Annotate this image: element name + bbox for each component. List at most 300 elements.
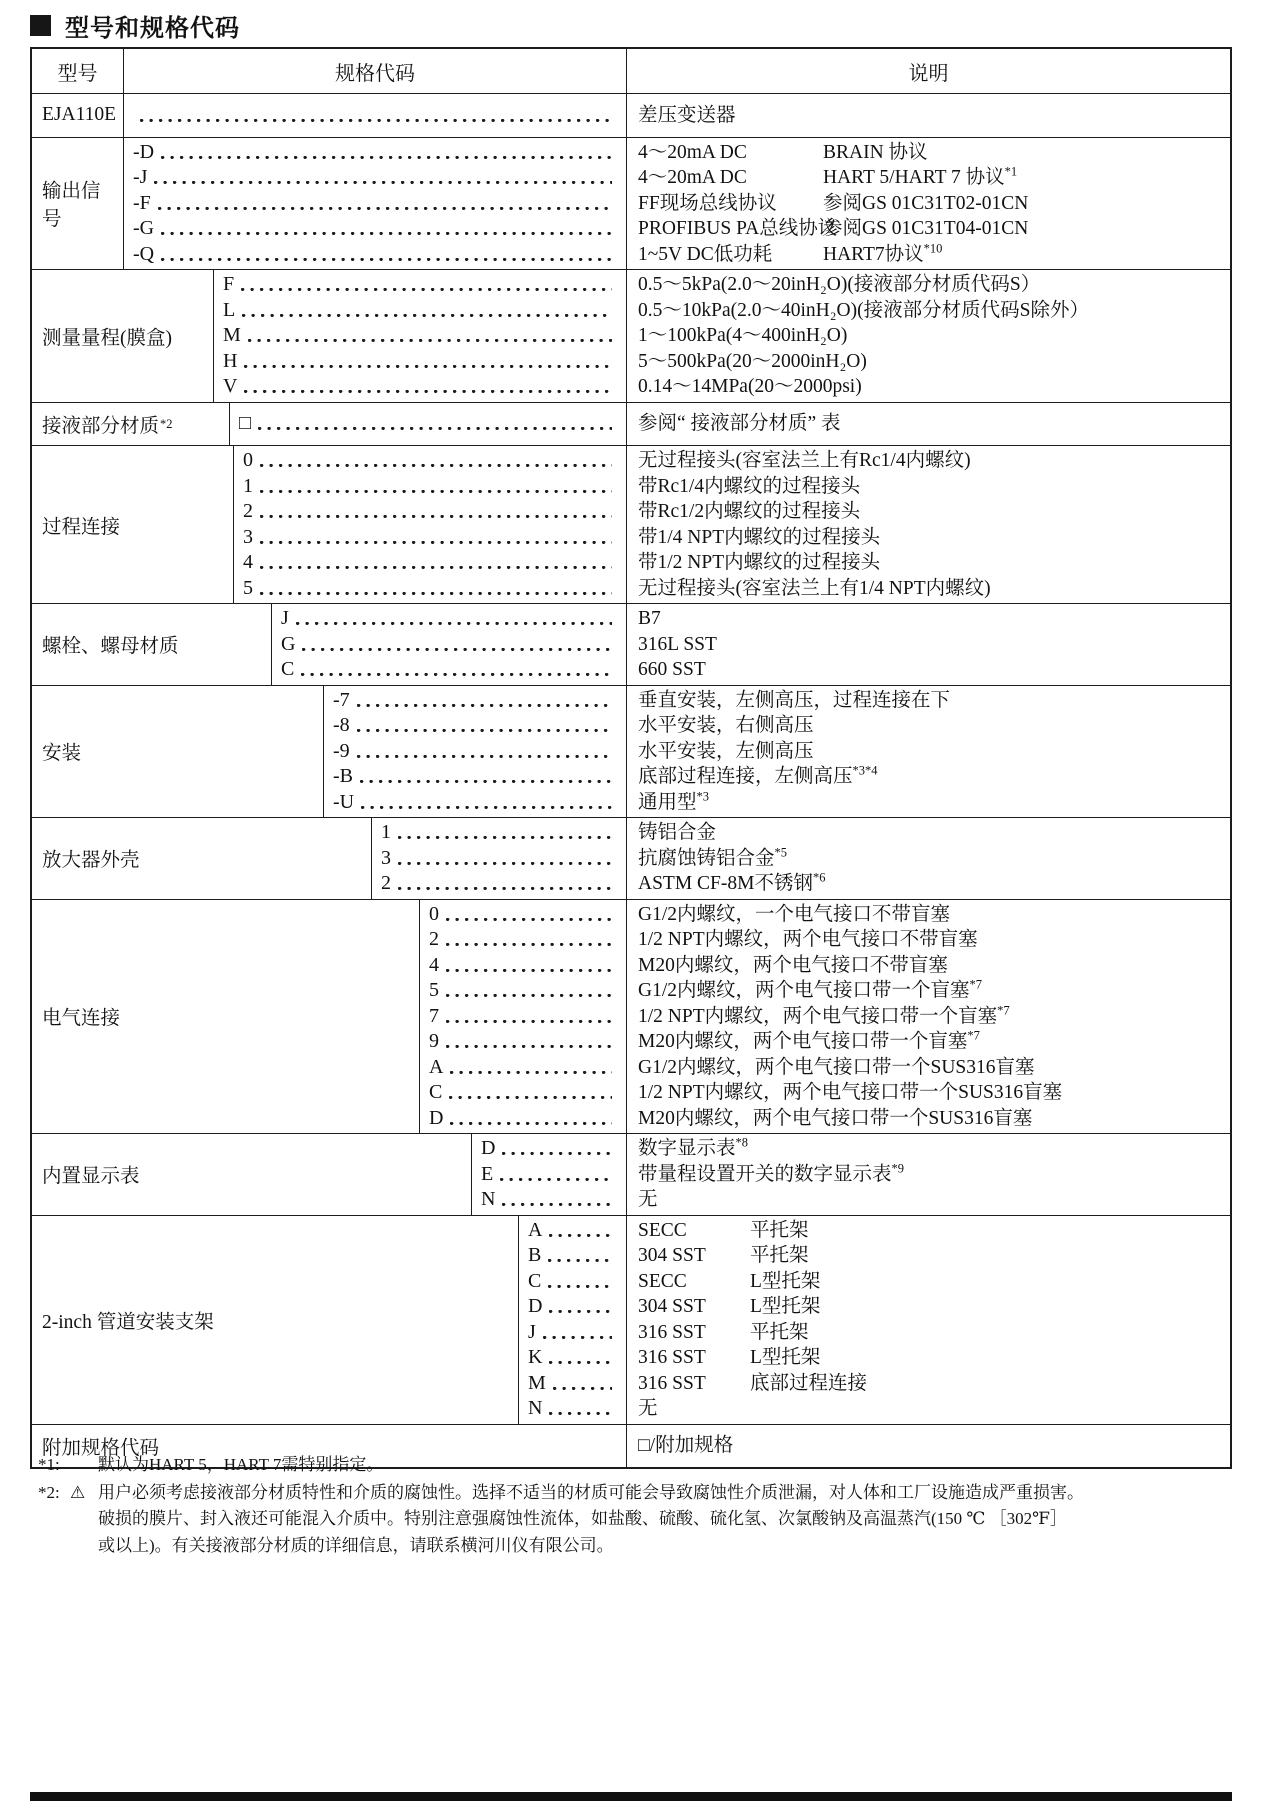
warning-icon: ⚠ [70,1482,86,1502]
page-title [30,8,240,43]
section-label-text: 接液部分材质 [42,415,160,437]
description-main: 304 SST [638,1296,706,1317]
dot-leader [543,1320,612,1346]
description-text: B7 [638,608,661,629]
dot-leader [450,1106,612,1132]
code-row [420,953,626,979]
description-text: M20内螺纹，两个电气接口带一个SUS316盲塞 [638,1107,1033,1129]
dot-leader [548,1269,612,1295]
code-row [214,323,626,349]
description-row [627,657,1230,683]
spec-code: B [528,1244,542,1266]
header-model: 型号 [32,49,124,93]
spec-code: -9 [333,739,350,762]
spec-section [32,1216,1230,1425]
description-row [627,632,1230,658]
dot-leader [398,820,612,846]
dot-leader [301,657,612,683]
spec-code [124,103,133,129]
spec-section [32,818,1230,900]
section-label [32,1134,472,1215]
section-label-text: 安装 [42,743,82,765]
code-row [420,902,626,928]
code-row [519,1320,626,1346]
code-row [420,1004,626,1030]
dot-leader [260,525,612,551]
footnote-ref: *7 [967,1028,980,1043]
description-row [627,1218,1230,1244]
section-label-text: 螺栓、螺母材质 [42,636,179,658]
section-label: 接液部分材质 *2 [32,403,230,446]
dot-leader [446,1004,612,1030]
description-text: 数字显示表 [638,1138,736,1159]
description-text: 抗腐蚀铸铝合金 [638,847,775,869]
description-text: G1/2内螺纹，两个电气接口带一个盲塞 [638,980,970,1001]
footnote-marker: *1: [38,1455,60,1474]
description-note: L型托架 [750,1347,821,1368]
spec-code: -B [333,765,353,787]
code-rows [324,686,626,818]
description-row [627,820,1230,846]
spec-code: -Q [133,242,155,265]
description-row [627,272,1230,298]
description-text: 316L SST [638,633,717,655]
description-text: 带量程设置开关的数字显示表 [638,1163,892,1185]
code-row [519,1345,626,1371]
code-row [472,1187,626,1213]
description-text: M20内螺纹，两个电气接口带一个盲塞 [638,1031,968,1052]
code-column [230,403,627,446]
dot-leader [446,927,612,953]
code-row [124,216,626,242]
code-row [324,790,626,816]
description-note: 平托架 [750,1321,809,1343]
section-label-text: 附加规格代码 [42,1437,160,1459]
dot-leader [161,140,612,166]
section-label [32,138,124,270]
description-row [627,1106,1230,1132]
section-label-text: 输出信号 [42,181,101,231]
description-text: 1/2 NPT内螺纹，两个电气接口带一个SUS316盲塞 [638,1082,1063,1103]
dot-leader [549,1396,612,1422]
description-row [627,688,1230,714]
page-bottom-rule [30,1792,1232,1801]
description-text: 带1/4 NPT内螺纹的过程接头 [638,526,881,548]
section-label [32,270,214,402]
description-main: 4～20mA DC [638,141,747,163]
spec-code: D [481,1137,496,1159]
code-column [124,94,627,137]
description-column [627,900,1230,1134]
description-column [627,94,1230,137]
dot-leader [241,272,612,298]
spec-code: L [223,298,236,321]
code-row [519,1269,626,1295]
description-text: 垂直安装，左侧高压，过程连接在下 [638,689,951,711]
description-row [627,191,1230,217]
dot-leader [260,499,612,525]
section-label-text: EJA110E [42,104,117,126]
description-text: G1/2内螺纹，两个电气接口带一个SUS316盲塞 [638,1056,1035,1078]
spec-code: 2 [243,500,253,522]
description-rows [627,446,1230,603]
dot-leader [549,1294,612,1320]
code-row [214,374,626,400]
spec-code: 3 [381,846,391,869]
description-text: 带Rc1/2内螺纹的过程接头 [638,501,861,522]
description-text: 水平安装，右侧高压 [638,715,814,736]
section-label-text: 测量量程(膜盒) [42,327,172,349]
description-main: SECC [638,1270,687,1292]
description-text: 1～100kPa(4～400inH₂O) [638,325,848,346]
description-note: 参阅GS 01C31T04-01CN [823,218,1029,239]
code-row [372,871,626,897]
footnote-ref: *6 [813,870,826,885]
dot-leader [549,1218,612,1244]
dot-leader [446,1029,612,1055]
code-row [272,632,626,658]
code-row [472,1162,626,1188]
dot-leader [260,550,612,576]
description-row [627,871,1230,897]
description-row [627,978,1230,1004]
description-rows [627,1216,1230,1424]
description-main: SECC [638,1219,687,1241]
footnote-text [98,1480,1224,1560]
code-rows [124,94,626,137]
section-label-text: 放大器外壳 [42,850,140,872]
spec-code: -F [133,191,151,214]
description-text: 0.14～14MPa(20～2000psi) [638,376,862,397]
description-main: FF现场总线协议 [638,192,777,214]
footnote-line: 或以上)。有关接液部分材质的详细信息，请联系横河川仪有限公司。 [98,1535,614,1555]
code-row [272,606,626,632]
code-row [124,191,626,217]
description-rows [627,403,1230,446]
description-column [627,1216,1230,1424]
description-rows [627,604,1230,685]
description-row [627,1371,1230,1397]
description-text: 差压变送器 [638,104,736,126]
footnote-line: 用户必须考虑接液部分材质特性和介质的腐蚀性。选择不适当的材质可能会导致腐蚀性介质泄漏，对人体和工厂设施造成严重损害。 [98,1482,1084,1502]
description-column [627,1134,1230,1215]
description-rows [627,138,1230,270]
spec-code: M [223,324,241,346]
spec-code: E [481,1162,494,1185]
description-main: 316 SST [638,1372,706,1394]
section-label-text: 过程连接 [42,516,121,538]
spec-code: -G [133,217,155,239]
description-row [627,411,1230,437]
dot-leader [361,790,612,816]
description-text: 底部过程连接，左侧高压 [638,766,853,787]
spec-section [32,686,1230,819]
description-row [627,1029,1230,1055]
description-text: 铸铝合金 [638,822,717,843]
code-row [420,1055,626,1081]
code-column [272,604,627,685]
spec-code: 4 [429,953,439,976]
spec-section [32,900,1230,1135]
footnote-ref: *5 [774,845,788,859]
description-text: 无过程接头(容室法兰上有1/4 NPT内螺纹) [638,577,991,599]
description-row [627,216,1230,242]
code-row [519,1294,626,1320]
table-header-row [32,49,1230,94]
spec-code: D [429,1106,444,1129]
description-note: BRAIN 协议 [823,141,928,163]
header-spec-code: 规格代码 [124,49,627,93]
description-text: 无过程接头(容室法兰上有Rc1/4内螺纹) [638,450,971,471]
section-label [32,686,324,818]
code-column [472,1134,627,1215]
description-note: 平托架 [750,1245,809,1266]
spec-code: 0 [243,449,253,471]
spec-code: J [281,607,289,629]
description-rows [627,270,1230,402]
code-rows [472,1134,626,1215]
description-row [627,764,1230,790]
description-main: 1~5V DC低功耗 [638,243,773,265]
section-label [32,818,372,899]
description-row [627,349,1230,375]
spec-code: 2 [429,928,439,950]
code-column [324,686,627,818]
spec-code: -8 [333,714,350,736]
code-column [234,446,627,603]
spec-code: 3 [243,525,253,548]
dot-leader [502,1136,612,1162]
code-row [472,1136,626,1162]
footnote-ref: *8 [735,1135,749,1150]
code-rows [234,446,626,603]
description-main: 316 SST [638,1347,706,1368]
dot-leader [242,298,612,324]
dot-leader [357,713,612,739]
footnote-ref: *3*4 [852,763,878,778]
spec-code: 2 [381,872,391,894]
dot-leader [154,165,612,191]
page-title-text: 型号和规格代码 [65,16,240,42]
header-description: 说明 [908,63,949,85]
spec-code: A [528,1218,543,1241]
code-row [420,927,626,953]
description-text: 无 [638,1189,658,1210]
footnote-ref: *10 [923,241,943,255]
dot-leader [260,448,612,474]
footnote [38,1480,1224,1560]
dot-leader [260,576,612,602]
code-row [234,525,626,551]
code-row [420,1029,626,1055]
description-row [627,953,1230,979]
dot-leader [553,1371,612,1397]
description-row [627,1004,1230,1030]
dot-leader [357,688,612,714]
spec-section [32,446,1230,604]
code-row [124,140,626,166]
description-column [627,686,1230,818]
dot-leader [502,1187,612,1213]
code-rows [214,270,626,402]
footnote-line: 破损的膜片、封入液还可能混入介质中。特别注意强腐蚀性流体，如盐酸、硫酸、硫化氢、次氯酸钠及高温蒸汽(150 ℃ ［302℉］ [98,1509,1067,1528]
description-row [627,242,1230,268]
description-rows [627,900,1230,1134]
code-row [234,499,626,525]
footnote-line: 默认为HART 5，HART 7需特别指定。 [98,1455,384,1474]
description-rows [627,686,1230,818]
spec-code: 0 [429,902,439,925]
description-text: 参阅“ 接液部分材质” 表 [638,413,841,434]
section-label [32,94,124,137]
section-label [32,604,272,685]
code-row [234,576,626,602]
description-text: 0.5～10kPa(2.0～40inH₂O)(接液部分材质代码S除外） [638,299,1089,321]
description-row [627,927,1230,953]
footnote-marker: *2: [38,1482,60,1502]
description-note: L型托架 [750,1270,821,1292]
code-row [324,739,626,765]
description-row [627,790,1230,816]
description-row [627,1320,1230,1346]
footnote-ref: *9 [891,1161,905,1175]
description-main: 316 SST [638,1321,706,1343]
spec-code: N [481,1188,496,1210]
spec-section [32,1134,1230,1216]
code-row [272,657,626,683]
spec-code: 1 [381,821,391,843]
dot-leader [302,632,612,658]
spec-code: K [528,1346,543,1368]
section-label-text: 电气连接 [42,1008,121,1030]
spec-code: 7 [429,1004,439,1027]
code-row [519,1371,626,1397]
code-row [324,688,626,714]
description-row [627,902,1230,928]
code-row [234,448,626,474]
spec-code: J [528,1320,536,1343]
dot-leader [548,1243,612,1269]
spec-code: V [223,375,238,397]
description-row [627,374,1230,400]
spec-section [32,403,1230,447]
code-rows [519,1216,626,1424]
description-row [627,525,1230,551]
description-text: 无 [638,1398,658,1419]
description-row [627,298,1230,324]
spec-code: G [281,632,296,655]
dot-leader [161,216,612,242]
section-label [32,900,420,1134]
description-row [627,1396,1230,1422]
code-rows [420,900,626,1134]
description-row [627,550,1230,576]
code-row [372,820,626,846]
spec-code: -7 [333,688,350,711]
description-row [627,846,1230,872]
dot-leader [500,1162,612,1188]
model-spec-table [30,47,1232,1469]
section-label-text: 内置显示表 [42,1166,140,1188]
description-note: 底部过程连接 [750,1372,868,1394]
code-row [324,713,626,739]
description-main: 4～20mA DC [638,167,747,188]
description-rows [627,1134,1230,1215]
code-row [230,411,626,437]
dot-leader [140,103,612,129]
section-label [32,1216,519,1424]
spec-code: 1 [243,474,253,497]
spec-section [32,138,1230,271]
dot-leader [161,242,612,268]
code-column [372,818,627,899]
footnote-ref: *1 [1004,164,1018,179]
description-column [627,138,1230,270]
description-rows [627,94,1230,137]
code-row [214,272,626,298]
footnote-text [98,1452,1224,1479]
spec-code: □ [239,412,252,434]
description-row [627,1080,1230,1106]
description-column [627,818,1230,899]
description-row [627,448,1230,474]
description-text: 1/2 NPT内螺纹，两个电气接口带一个盲塞 [638,1005,998,1027]
description-text: 带Rc1/4内螺纹的过程接头 [638,475,861,497]
description-text: ASTM CF-8M不锈钢 [638,873,813,894]
code-row [519,1396,626,1422]
dot-leader [446,978,612,1004]
description-row [627,713,1230,739]
table-body [32,94,1230,1467]
code-row [324,764,626,790]
section-label [32,446,234,603]
description-column [627,403,1230,446]
description-text: 0.5～5kPa(2.0～20inH₂O)(接液部分材质代码S） [638,274,1041,295]
description-text: □/附加规格 [638,1435,734,1456]
dot-leader [244,349,612,375]
spec-code: D [528,1295,543,1317]
dot-leader [398,846,612,872]
square-bullet-icon [30,15,51,36]
dot-leader [360,764,612,790]
dot-leader [450,1055,612,1081]
description-row [627,1187,1230,1213]
spec-code: -U [333,790,355,813]
spec-section [32,94,1230,138]
dot-leader [357,739,612,765]
dot-leader [258,411,612,437]
description-column [627,446,1230,603]
footnote-ref: *7 [997,1003,1010,1017]
description-row [627,1294,1230,1320]
spec-section [32,270,1230,403]
code-row [519,1243,626,1269]
spec-code: C [429,1081,443,1103]
dot-leader [398,871,612,897]
description-row [627,1055,1230,1081]
code-row [124,165,626,191]
code-row [214,298,626,324]
code-column [519,1216,627,1424]
description-text: 通用型 [638,791,697,813]
dot-leader [158,191,612,217]
code-column [420,900,627,1134]
description-note: 平托架 [750,1219,809,1241]
code-rows [372,818,626,899]
code-row [124,242,626,268]
code-row [420,1080,626,1106]
footnotes [38,1452,1224,1560]
